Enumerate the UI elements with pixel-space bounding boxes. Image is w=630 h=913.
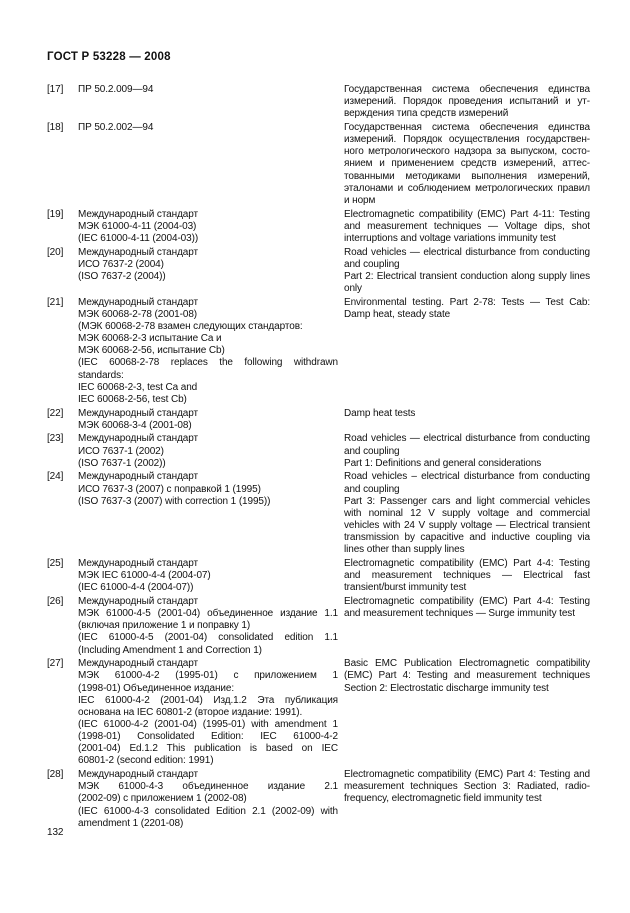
text-line: (ISO 7637-1 (2002)) bbox=[78, 457, 166, 469]
text-line: Environmental testing. Part 2-78: Tests — Test Cab: bbox=[344, 296, 590, 308]
reference-designation bbox=[78, 558, 338, 594]
text-line: (ISO 7637-2 (2004)) bbox=[78, 270, 166, 282]
paragraph bbox=[78, 719, 338, 768]
paragraph bbox=[78, 84, 338, 96]
paragraph bbox=[78, 345, 338, 357]
reference-number: [24] bbox=[47, 471, 64, 483]
reference-designation bbox=[78, 297, 338, 406]
paragraph bbox=[344, 247, 590, 271]
text-line: ПР 50.2.009—94 bbox=[78, 84, 154, 95]
text-line: верждения типа средств измерений bbox=[344, 108, 509, 120]
text-line: IEC 60068-2-56, test Cb) bbox=[78, 393, 187, 405]
text-line: Electromagnetic compatibility (EMC) Part 4-4: Testing bbox=[344, 557, 590, 569]
text-line: Section 2: Electrostatic discharge immunity test bbox=[344, 682, 549, 694]
text-line: (включая приложение 1 и поправку 1) bbox=[78, 620, 251, 632]
paragraph bbox=[344, 471, 590, 495]
paragraph bbox=[78, 394, 338, 406]
reference-description bbox=[344, 471, 590, 556]
paragraph bbox=[344, 596, 590, 620]
text-line: Международный стандарт bbox=[78, 296, 198, 308]
reference-entry bbox=[47, 209, 591, 245]
text-line: Electromagnetic compatibility (EMC) Part 4-4: Testing bbox=[344, 595, 590, 607]
text-line: основана на IEC 60801-2 (второе издание: 1991). bbox=[78, 706, 303, 718]
text-line: (IEC 61000-4-11 (2004-03)) bbox=[78, 232, 199, 244]
paragraph bbox=[344, 271, 590, 295]
text-line: измерений. Порядок проведения испытаний и ут- bbox=[344, 96, 590, 108]
text-line: Basic EMC Publication Electromagnetic compatibility bbox=[344, 658, 590, 670]
reference-description bbox=[344, 247, 590, 296]
text-line: (IEC 60068-2-78 replaces the following withdrawn bbox=[78, 357, 338, 369]
reference-description bbox=[344, 658, 590, 694]
text-line: Part 3: Passenger cars and light commercial vehicles bbox=[344, 495, 590, 507]
paragraph bbox=[78, 458, 338, 470]
paragraph bbox=[78, 122, 338, 134]
text-line: МЭК 61000-4-3 объединенное издание 2.1 bbox=[78, 781, 338, 793]
reference-entry bbox=[47, 558, 591, 594]
paragraph bbox=[78, 471, 338, 483]
text-line: (IEC 61000-4-2 (2001-04) (1995-01) with amendment 1 bbox=[78, 718, 338, 730]
reference-entry bbox=[47, 84, 591, 120]
text-line: Государственная система обеспечения единства bbox=[344, 84, 590, 95]
text-line: and measurement techniques — Surge immunity test bbox=[344, 608, 575, 620]
paragraph bbox=[344, 84, 590, 120]
text-line: (IEC 61000-4-4 (2004-07)) bbox=[78, 582, 194, 594]
text-line: МЭК 61000-4-11 (2004-03) bbox=[78, 220, 197, 232]
text-line: ПР 50.2.002—94 bbox=[78, 121, 154, 133]
paragraph bbox=[344, 769, 590, 805]
text-line: (1998-01) Consolidated Edition: IEC 61000-4-2 bbox=[78, 731, 338, 743]
reference-number: [22] bbox=[47, 407, 64, 419]
reference-number: [27] bbox=[47, 658, 64, 670]
text-line: Государственная система обеспечения единства bbox=[344, 121, 590, 133]
text-line: lines other than supply lines bbox=[344, 544, 465, 556]
reference-description bbox=[344, 122, 590, 207]
text-line: Electromagnetic compatibility (EMC) Part 4: Testing and bbox=[344, 769, 590, 781]
text-line: ИСО 7637-1 (2002) bbox=[78, 445, 164, 457]
text-line: (IEC 61000-4-3 consolidated Edition 2.1 (2002-09) with bbox=[78, 805, 338, 817]
reference-description bbox=[344, 769, 590, 805]
text-line: Международный стандарт bbox=[78, 407, 198, 419]
paragraph bbox=[78, 608, 338, 632]
reference-number: [20] bbox=[47, 246, 64, 258]
paragraph bbox=[78, 769, 338, 781]
paragraph bbox=[344, 496, 590, 557]
text-line: and measurement techniques — Electrical fast bbox=[344, 570, 590, 582]
paragraph bbox=[78, 695, 338, 719]
text-line: измерений. Порядок осуществления государствен- bbox=[344, 134, 590, 146]
reference-number: [25] bbox=[47, 557, 64, 569]
reference-number: [19] bbox=[47, 208, 64, 220]
paragraph bbox=[78, 357, 338, 381]
reference-entry bbox=[47, 433, 591, 469]
paragraph bbox=[344, 458, 590, 470]
paragraph bbox=[344, 209, 590, 245]
reference-entry bbox=[47, 247, 591, 296]
paragraph bbox=[78, 271, 338, 283]
paragraph bbox=[78, 558, 338, 570]
text-line: frequency, electromagnetic field immunity test bbox=[344, 793, 542, 805]
reference-description bbox=[344, 297, 590, 321]
paragraph bbox=[78, 247, 338, 259]
text-line: 60801-2 (second edition: 1991) bbox=[78, 755, 214, 767]
text-line: МЭК IEC 61000-4-4 (2004-07) bbox=[78, 570, 211, 582]
paragraph bbox=[78, 570, 338, 582]
text-line: only bbox=[344, 283, 362, 294]
text-line: Road vehicles – electrical disturbance from conducting bbox=[344, 471, 590, 483]
reference-number: [21] bbox=[47, 296, 64, 308]
text-line: (Including Amendment 1 and Correction 1) bbox=[78, 644, 262, 656]
reference-designation bbox=[78, 658, 338, 767]
text-line: (1998-01) Объединенное издание: bbox=[78, 682, 235, 694]
text-line: interruptions and voltage variations immunity test bbox=[344, 232, 556, 244]
paragraph bbox=[78, 496, 338, 508]
paragraph bbox=[344, 408, 590, 420]
paragraph bbox=[78, 233, 338, 245]
text-line: (МЭК 60068-2-78 взамен следующих стандартов: bbox=[78, 320, 303, 332]
paragraph bbox=[78, 658, 338, 670]
reference-designation bbox=[78, 408, 338, 432]
text-line: with nominal 12 V supply voltage and commercial bbox=[344, 507, 590, 519]
reference-designation bbox=[78, 596, 338, 657]
reference-description bbox=[344, 408, 590, 420]
paragraph bbox=[344, 558, 590, 594]
reference-description bbox=[344, 558, 590, 594]
reference-entry bbox=[47, 297, 591, 406]
text-line: янием и применением средств измерений, аттес- bbox=[344, 158, 590, 170]
paragraph bbox=[78, 382, 338, 394]
paragraph bbox=[78, 632, 338, 656]
text-line: Международный стандарт bbox=[78, 246, 198, 258]
text-line: Road vehicles — electrical disturbance from conducting bbox=[344, 246, 590, 258]
text-line: тованными методиками выполнения измерений, bbox=[344, 170, 590, 182]
paragraph bbox=[78, 408, 338, 420]
reference-number: [28] bbox=[47, 769, 64, 781]
text-line: IEC 60068-2-3, test Ca and bbox=[78, 381, 198, 393]
reference-description bbox=[344, 433, 590, 469]
reference-number: [23] bbox=[47, 433, 64, 445]
reference-designation bbox=[78, 471, 338, 507]
reference-number: [26] bbox=[47, 595, 64, 607]
paragraph bbox=[78, 484, 338, 496]
text-line: and coupling bbox=[344, 445, 400, 457]
text-line: (ISO 7637-3 (2007) with correction 1 (1995)) bbox=[78, 495, 271, 507]
text-line: transmission by capacitive and inductive coupling via bbox=[344, 532, 590, 544]
paragraph bbox=[78, 259, 338, 271]
text-line: (2002-09) с приложением 1 (2002-08) bbox=[78, 793, 247, 805]
text-line: МЭК 61000-4-2 (1995-01) с приложением 1 bbox=[78, 670, 338, 682]
text-line: (2001-04) Ed.1.2 This publication is based on IEC bbox=[78, 743, 338, 755]
paragraph bbox=[78, 433, 338, 445]
reference-designation bbox=[78, 209, 338, 245]
reference-designation bbox=[78, 122, 338, 134]
text-line: (IEC 61000-4-5 (2001-04) consolidated edition 1.1 bbox=[78, 632, 338, 644]
text-line: МЭК 60068-2-78 (2001-08) bbox=[78, 308, 198, 320]
document-title: ГОСТ Р 53228 — 2008 bbox=[47, 51, 171, 63]
text-line: Международный стандарт bbox=[78, 769, 198, 781]
text-line: Electromagnetic compatibility (EMC) Part 4-11: Testing bbox=[344, 208, 590, 220]
text-line: МЭК 60068-3-4 (2001-08) bbox=[78, 419, 192, 431]
reference-designation bbox=[78, 84, 338, 96]
reference-description bbox=[344, 84, 590, 120]
text-line: МЭК 60068-2-3 испытание Ca и bbox=[78, 333, 222, 345]
text-line: and measurement techniques — Voltage dips, shot bbox=[344, 220, 590, 232]
paragraph bbox=[78, 670, 338, 694]
text-line: Part 2: Electrical transient conduction along supply lines bbox=[344, 270, 590, 282]
text-line: ИСО 7637-2 (2004) bbox=[78, 258, 164, 270]
reference-entry bbox=[47, 658, 591, 767]
text-line: transient/burst immunity test bbox=[344, 582, 467, 594]
reference-number: [18] bbox=[47, 121, 64, 133]
reference-entry bbox=[47, 769, 591, 830]
text-line: Международный стандарт bbox=[78, 471, 198, 483]
paragraph bbox=[78, 333, 338, 345]
text-line: Part 1: Definitions and general considerations bbox=[344, 457, 542, 469]
text-line: and coupling bbox=[344, 258, 400, 270]
reference-designation bbox=[78, 769, 338, 830]
reference-designation bbox=[78, 433, 338, 469]
paragraph bbox=[78, 209, 338, 221]
text-line: vehicles with 24 V supply voltage — Electrical transient bbox=[344, 519, 590, 531]
text-line: amendment 1 (2201-08) bbox=[78, 817, 184, 829]
paragraph bbox=[78, 446, 338, 458]
text-line: Международный стандарт bbox=[78, 433, 198, 445]
references-list bbox=[47, 84, 591, 831]
text-line: Международный стандарт bbox=[78, 208, 198, 220]
reference-designation bbox=[78, 247, 338, 283]
text-line: ИСО 7637-3 (2007) с поправкой 1 (1995) bbox=[78, 483, 261, 495]
reference-entry bbox=[47, 471, 591, 556]
reference-entry bbox=[47, 596, 591, 657]
paragraph bbox=[78, 321, 338, 333]
page-number: 132 bbox=[47, 827, 64, 838]
paragraph bbox=[78, 221, 338, 233]
text-line: Международный стандарт bbox=[78, 557, 198, 569]
paragraph bbox=[344, 122, 590, 207]
paragraph bbox=[78, 420, 338, 432]
text-line: Международный стандарт bbox=[78, 595, 198, 607]
paragraph bbox=[78, 582, 338, 594]
reference-entry bbox=[47, 122, 591, 207]
paragraph bbox=[344, 297, 590, 321]
text-line: and coupling bbox=[344, 483, 400, 495]
text-line: МЭК 60068-2-56, испытание Cb) bbox=[78, 345, 225, 357]
text-line: standards: bbox=[78, 369, 124, 381]
text-line: и норм bbox=[344, 194, 376, 206]
text-line: ного метрологического надзора за выпуском, состо- bbox=[344, 146, 590, 158]
paragraph bbox=[78, 781, 338, 805]
reference-description bbox=[344, 209, 590, 245]
text-line: МЭК 61000-4-5 (2001-04) объединенное издание 1.1 bbox=[78, 608, 338, 620]
text-line: Damp heat tests bbox=[344, 407, 416, 419]
paragraph bbox=[78, 806, 338, 830]
text-line: measurement techniques Section 3: Radiated, radio- bbox=[344, 781, 590, 793]
paragraph bbox=[78, 309, 338, 321]
paragraph bbox=[78, 596, 338, 608]
reference-description bbox=[344, 596, 590, 620]
reference-entry bbox=[47, 408, 591, 432]
text-line: эталонами и соблюдением метрологических правил bbox=[344, 182, 590, 194]
text-line: Международный стандарт bbox=[78, 658, 198, 670]
reference-number: [17] bbox=[47, 84, 64, 95]
paragraph bbox=[78, 297, 338, 309]
text-line: Damp heat, steady state bbox=[344, 308, 451, 320]
paragraph bbox=[344, 433, 590, 457]
paragraph bbox=[344, 658, 590, 694]
text-line: (EMC) Part 4: Testing and measurement techniques bbox=[344, 670, 590, 682]
text-line: IEC 61000-4-2 (2001-04) Изд.1.2 Эта публикация bbox=[78, 694, 338, 706]
text-line: Road vehicles — electrical disturbance from conducting bbox=[344, 433, 590, 445]
